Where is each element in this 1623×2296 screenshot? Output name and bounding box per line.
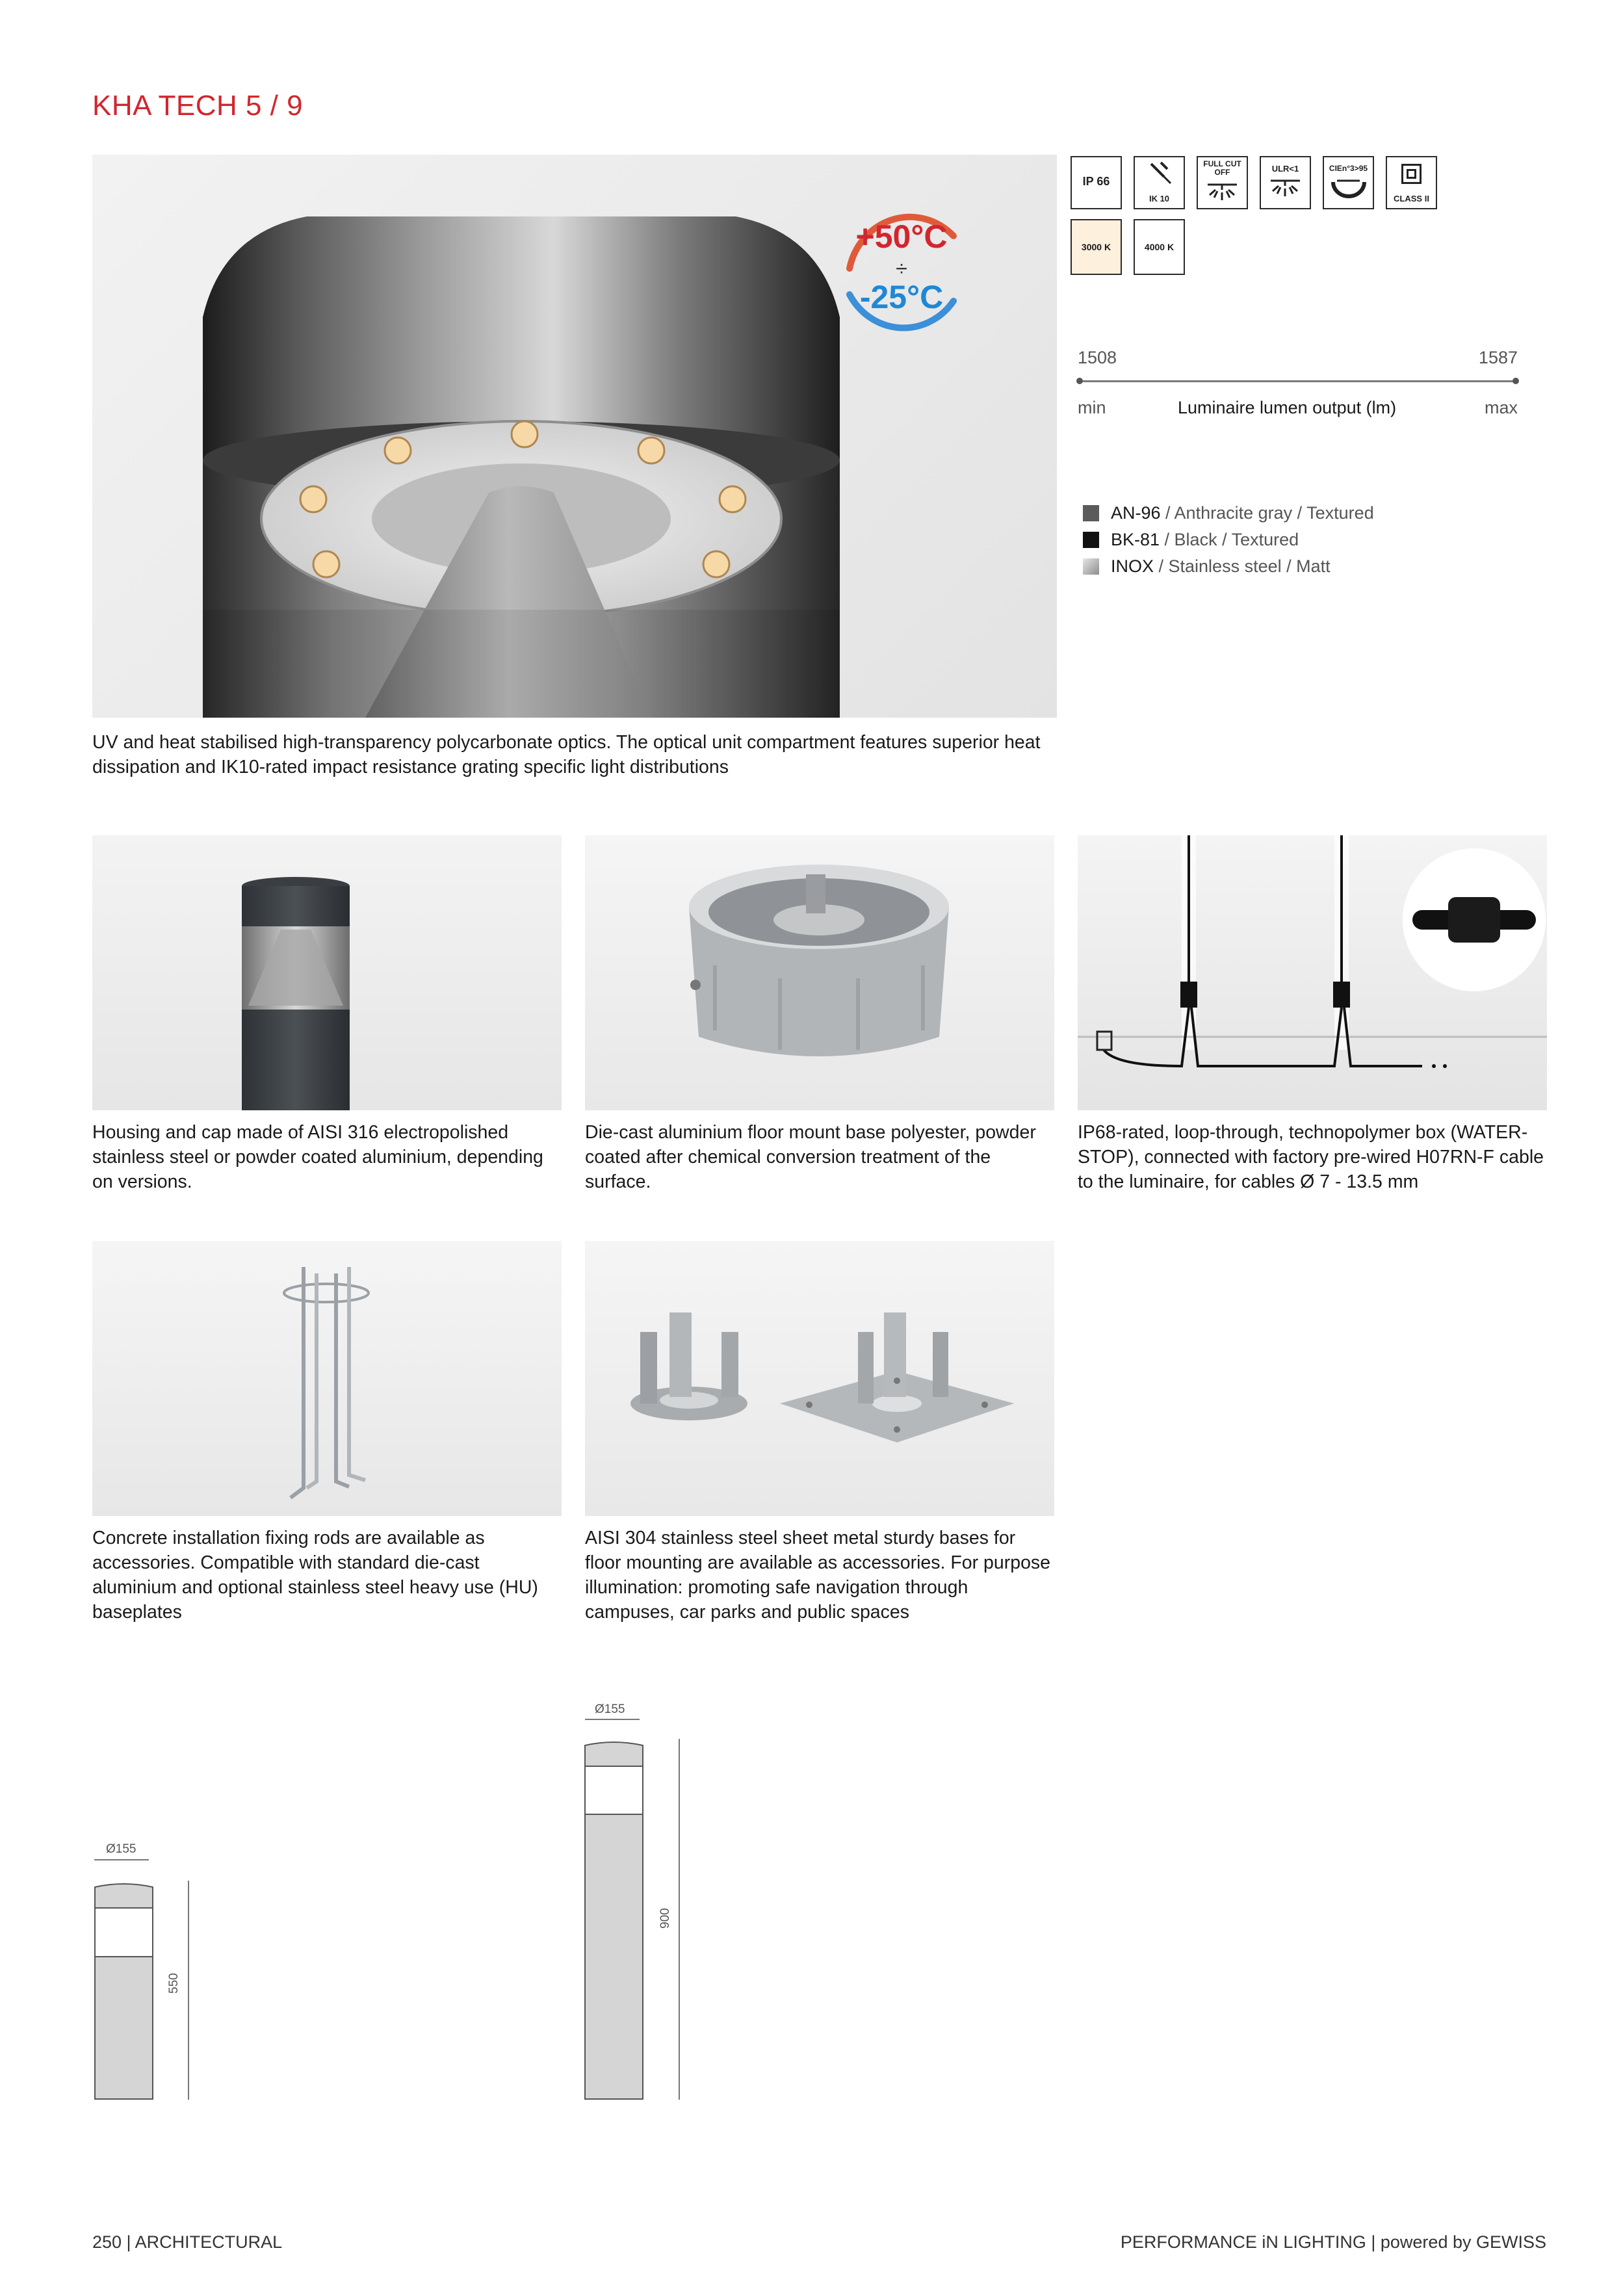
full-cutoff-icon: FULL CUT OFF <box>1197 156 1248 209</box>
stainless-swatch <box>1083 558 1099 575</box>
cct-4000k: 4000 K <box>1134 219 1185 275</box>
temp-min: -25°C <box>859 279 944 315</box>
drawing-550-height: 550 <box>166 1973 181 1994</box>
lamp-rays-icon <box>1198 178 1247 207</box>
drawing-900-height-line <box>679 1739 680 2100</box>
fixing-rods-image <box>92 1241 562 1516</box>
temperature-range-badge <box>824 177 980 366</box>
page-title: KHA TECH 5 / 9 <box>92 90 304 122</box>
fixing-rods-caption: Concrete installation fixing rods are available as accessories. Compatible with standard die-cast aluminium and optional stainless steel heavy use (HU) baseplates <box>92 1528 538 1623</box>
base-caption: Die-cast aluminium floor mount base polyester, powder coated after chemical conversion treatment of the surface. <box>585 1122 1036 1192</box>
black-swatch <box>1083 532 1099 548</box>
water-stop-box-photo <box>1078 835 1547 1110</box>
cable-diagram-image <box>1078 835 1547 1110</box>
lumen-min-value: 1508 <box>1078 348 1117 367</box>
drawing-900-diameter-line <box>585 1719 640 1720</box>
drawing-550-diameter-line <box>94 1859 149 1860</box>
finish-bk81: BK-81 / Black / Textured <box>1083 528 1299 551</box>
ip-rating-icon: IP 66 <box>1071 156 1122 209</box>
cct-3000k: 3000 K <box>1071 219 1122 275</box>
drawing-550-diameter: Ø155 <box>106 1842 136 1856</box>
temp-separator: ÷ <box>896 257 907 280</box>
hero-caption: UV and heat stabilised high-transparency polycarbonate optics. The optical unit compartment features superior heat dissipation and IK10-rated impact resistance grating specific light distributions <box>92 732 1041 777</box>
drawing-550-height-line <box>188 1881 189 2100</box>
bollard-550-outline <box>94 1881 153 2100</box>
lumen-max-value: 1587 <box>1478 348 1518 367</box>
hero-photo <box>92 155 1057 718</box>
temp-max: +50°C <box>855 218 948 255</box>
ulr-rays-icon <box>1261 176 1310 205</box>
lumen-min-label: min <box>1078 398 1106 417</box>
finish-an96: AN-96 / Anthracite gray / Textured <box>1083 501 1374 525</box>
mount-base-image <box>585 835 1054 1110</box>
bollard-550-drawing <box>94 1881 153 2100</box>
bollard-900-drawing <box>584 1739 643 2100</box>
double-square-icon <box>1401 164 1422 184</box>
water-stop-caption: IP68-rated, loop-through, technopolymer box (WATER-STOP), connected with factory pre-wired H07RN-F cable to the luminaire, for cables Ø 7 - 13.5 mm <box>1078 1122 1544 1192</box>
lumen-output-label: Luminaire lumen output (lm) <box>1178 398 1397 417</box>
footer-page-section: 250 | ARCHITECTURAL <box>92 2232 283 2252</box>
anthracite-swatch <box>1083 505 1099 521</box>
bollard-900-outline <box>584 1739 643 2100</box>
drawing-900-height: 900 <box>658 1908 672 1929</box>
lumen-max-label: max <box>1484 398 1518 417</box>
sheet-metal-caption: AISI 304 stainless steel sheet metal sturdy bases for floor mounting are available as accessories. For purpose illumination: promoting safe navigation through campuses, car parks and public spaces <box>585 1528 1051 1623</box>
floor-mount-base-photo <box>585 835 1054 1110</box>
ulr-icon: ULR<1 <box>1260 156 1311 209</box>
color-rendering-icon <box>1324 174 1373 207</box>
cri-icon: CIEn°3>95 <box>1323 156 1374 209</box>
lumen-scale-bar <box>1078 380 1518 382</box>
drawing-900-diameter: Ø155 <box>595 1702 625 1716</box>
fixing-rods-photo <box>92 1241 562 1516</box>
bollard-image <box>92 835 562 1110</box>
footer-brand: PERFORMANCE iN LIGHTING | powered by GEWISS <box>1120 2232 1546 2252</box>
impact-icon <box>1135 157 1184 190</box>
finish-inox: INOX / Stainless steel / Matt <box>1083 554 1331 578</box>
housing-photo <box>92 835 562 1110</box>
sheet-metal-bases-photo <box>585 1241 1054 1516</box>
sheet-metal-bases-image <box>585 1241 1054 1516</box>
housing-caption: Housing and cap made of AISI 316 electropolished stainless steel or powder coated aluminium, depending on versions. <box>92 1122 543 1192</box>
ik-rating-icon: IK 10 <box>1134 156 1185 209</box>
class-ii-icon: CLASS II <box>1386 156 1437 209</box>
